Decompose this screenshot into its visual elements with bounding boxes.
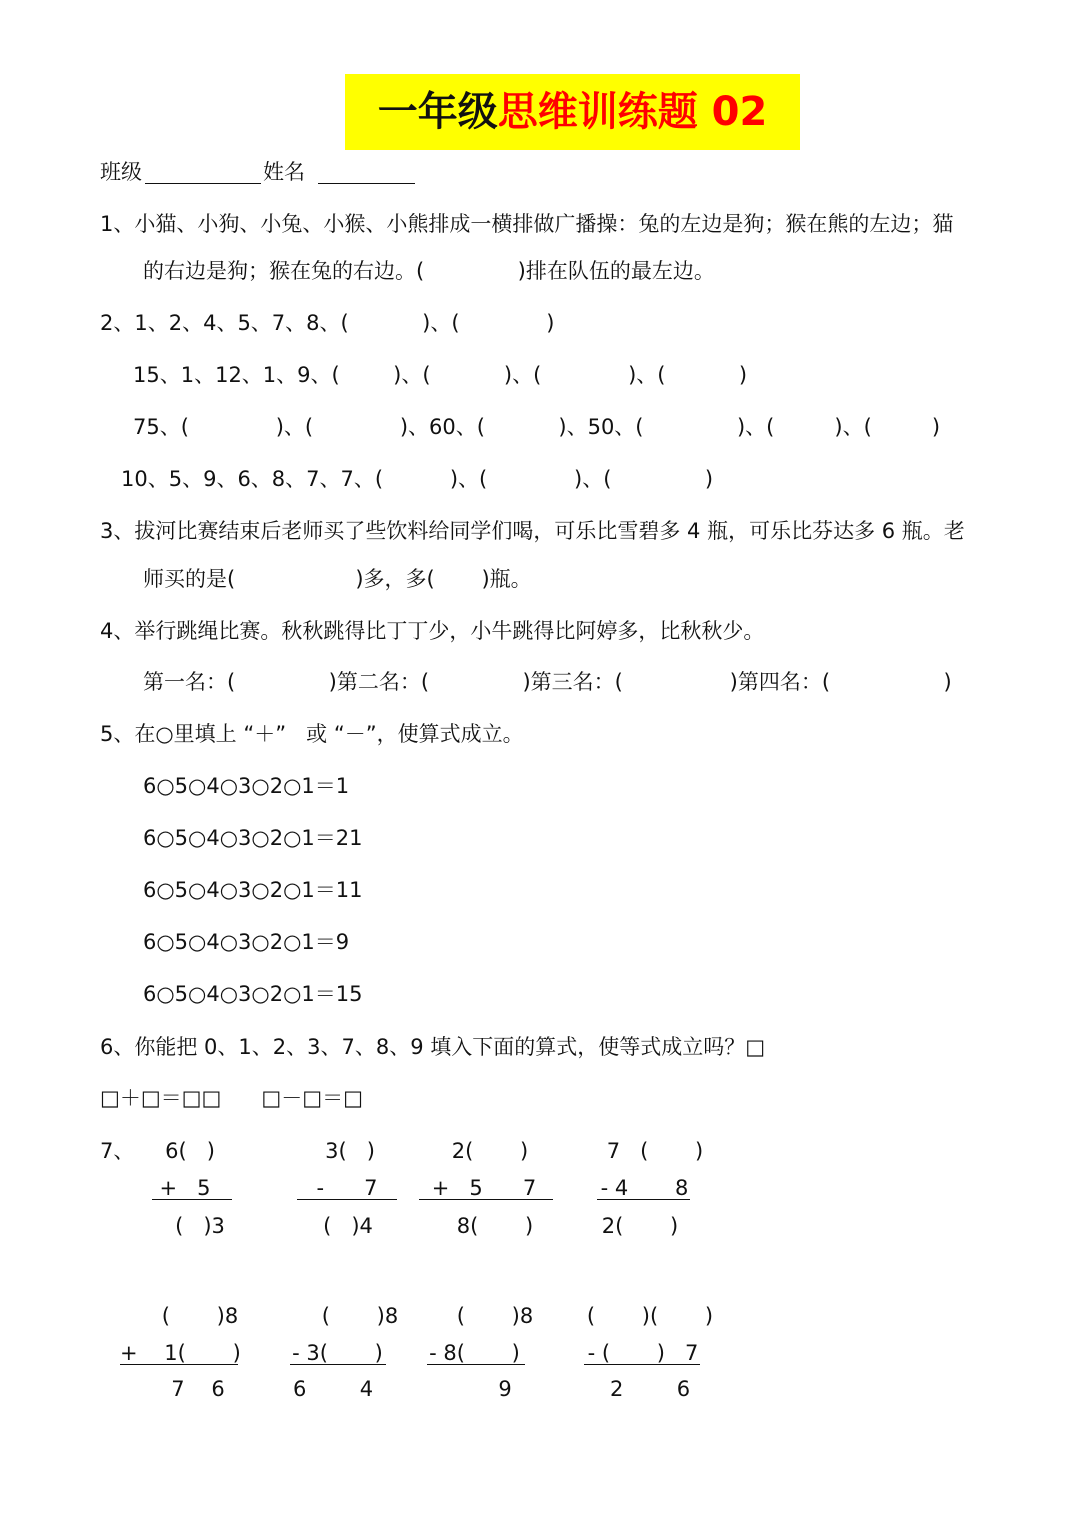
q7-r2-c3-op: - 8( ): [429, 1341, 520, 1365]
q7-r1-c4-rule: [597, 1199, 690, 1200]
name-blank[interactable]: [318, 183, 415, 184]
q5-equation: 6○5○4○3○2○1＝21: [143, 826, 363, 850]
q2-row4: 10、5、9、6、8、7、7、( )、( )、( ): [121, 467, 714, 491]
q7-r1-c4-result: 2( ): [601, 1214, 679, 1238]
q7-r2-c4-rule: [584, 1364, 700, 1365]
q6-prompt: 6、你能把 0、1、2、3、7、8、9 填入下面的算式，使等式成立吗？□: [100, 1035, 766, 1059]
q7-r2-c4-op: - ( ) 7: [587, 1341, 699, 1365]
q7-r1-c4-top: 7 ( ): [606, 1139, 704, 1163]
q1-line2: 的右边是狗；猴在兔的右边。( )排在队伍的最左边。: [143, 259, 715, 283]
q7-r1-c2-result: ( )4: [323, 1214, 373, 1238]
page-title: [345, 74, 800, 150]
q7-r1-c1-top: 6( ): [165, 1139, 215, 1163]
q7-r2-c2-result: 6 4: [292, 1377, 374, 1401]
title-banner: [345, 74, 800, 150]
q7-label: 7、: [100, 1139, 135, 1163]
q7-r1-c4-op: - 4 8: [600, 1176, 689, 1200]
q2-row1: 2、1、2、4、5、7、8、( )、( ): [100, 311, 555, 335]
q4-line2: 第一名：( )第二名：( )第三名：( )第四名：( ): [143, 670, 952, 694]
q7-r2-c4-result: 2 6: [609, 1377, 691, 1401]
q7-r1-c3-rule: [419, 1199, 553, 1200]
q7-r2-c1-op: + 1( ): [120, 1341, 241, 1365]
q5-equation: 6○5○4○3○2○1＝15: [143, 982, 363, 1006]
q7-r1-c3-top: 2( ): [451, 1139, 529, 1163]
title-grade: 一年级: [377, 89, 498, 135]
q7-r2-c2-op: - 3( ): [292, 1341, 383, 1365]
q2-row3: 75、( )、( )、60、( )、50、( )、( )、( ): [133, 415, 941, 439]
title-subject: 思维训练题 02: [497, 89, 768, 135]
q3-line1: 3、拔河比赛结束后老师买了些饮料给同学们喝，可乐比雪碧多 4 瓶，可乐比芬达多 6 瓶。老: [100, 519, 965, 543]
q7-r1-c1-op: + 5: [159, 1176, 211, 1200]
q7-r2-c1-top: ( )8: [161, 1304, 239, 1328]
q3-line2: 师买的是( )多，多( )瓶。: [143, 567, 532, 591]
q5-equation: 6○5○4○3○2○1＝1: [143, 774, 350, 798]
q5-prompt: 5、在○里填上 “＋” 或 “－”，使算式成立。: [100, 722, 524, 746]
q7-r1-c2-top: 3( ): [325, 1139, 375, 1163]
q7-r2-c3-rule: [427, 1364, 525, 1365]
q2-row2: 15、1、12、1、9、( )、( )、( )、( ): [133, 363, 748, 387]
q7-r1-c3-result: 8( ): [456, 1214, 534, 1238]
q7-r2-c4-top: ( )( ): [586, 1304, 714, 1328]
q4-line1: 4、举行跳绳比赛。秋秋跳得比丁丁少，小牛跳得比阿婷多，比秋秋少。: [100, 619, 765, 643]
q7-r1-c1-rule: [152, 1199, 232, 1200]
q7-r1-c2-op: - 7: [316, 1176, 378, 1200]
class-label: 班级: [100, 160, 142, 184]
q7-r2-c1-rule: [120, 1364, 238, 1365]
q7-r1-c1-result: ( )3: [175, 1214, 225, 1238]
q7-r2-c1-result: 7 6: [171, 1377, 225, 1401]
q6-equations: □＋□＝□□ □－□＝□: [100, 1086, 363, 1110]
name-label: 姓名: [263, 160, 305, 184]
class-blank[interactable]: [145, 183, 261, 184]
q7-r1-c2-rule: [297, 1199, 397, 1200]
q5-equation: 6○5○4○3○2○1＝9: [143, 930, 350, 954]
q7-r1-c3-op: + 5 7: [431, 1176, 537, 1200]
q7-r2-c3-top: ( )8: [456, 1304, 534, 1328]
q1-line1: 1、小猫、小狗、小兔、小猴、小熊排成一横排做广播操：兔的左边是狗；猴在熊的左边；猫: [100, 212, 954, 236]
q7-r2-c2-rule: [290, 1364, 386, 1365]
q7-r2-c3-result: 9: [498, 1377, 512, 1401]
q7-r2-c2-top: ( )8: [321, 1304, 399, 1328]
q5-equation: 6○5○4○3○2○1＝11: [143, 878, 363, 902]
